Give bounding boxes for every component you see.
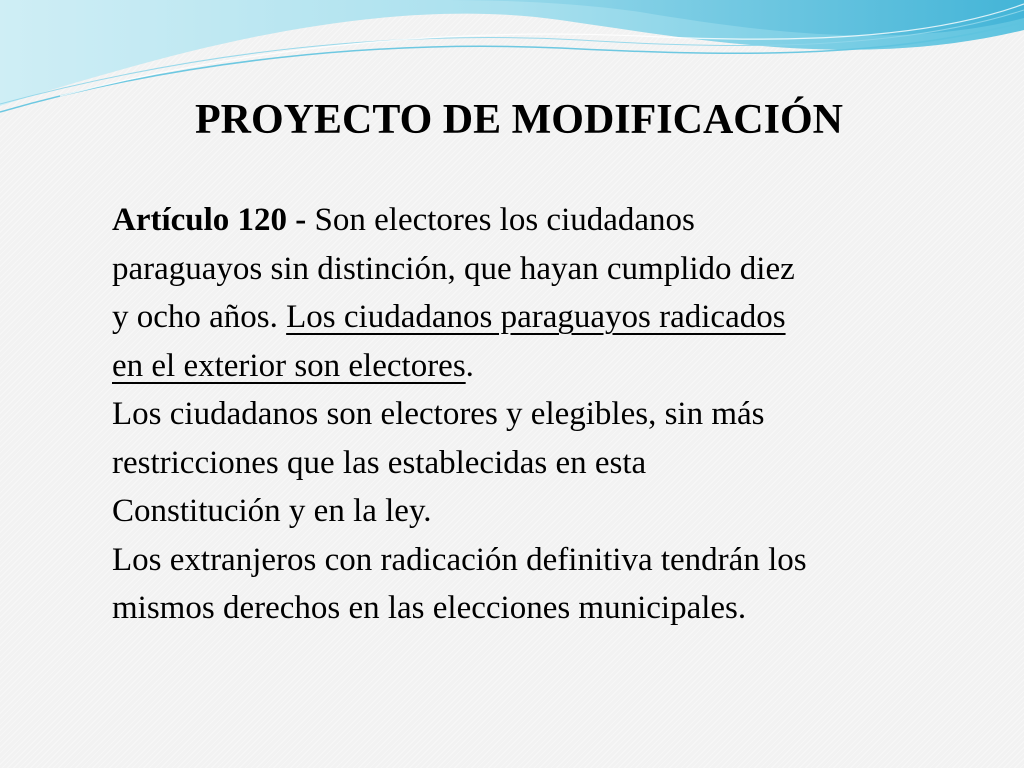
underlined-phrase-part-1: Los ciudadanos paraguayos radicados (286, 299, 786, 335)
body-line-5: Los ciudadanos son electores y elegibles, sin más (112, 396, 765, 432)
body-line-9: mismos derechos en las elecciones municipales. (112, 590, 747, 626)
article-label: Artículo 120 - (112, 202, 307, 238)
body-line-4-period: . (465, 347, 474, 384)
article-body (112, 196, 972, 633)
body-line-8: Los extranjeros con radicación definitiva tendrán los (112, 541, 807, 578)
body-line-1-text: Son electores los ciudadanos (306, 202, 695, 238)
slide-title: PROYECTO DE MODIFICACIÓN (195, 97, 843, 143)
body-line-1 (112, 196, 972, 245)
body-line-4 (112, 342, 972, 391)
body-line-7: Constitución y en la ley. (112, 493, 432, 529)
body-line-6: restricciones que las establecidas en esta (112, 444, 647, 481)
underlined-phrase-part-2: en el exterior son electores (112, 347, 466, 384)
body-line-2: paraguayos sin distinción, que hayan cumplido diez (112, 250, 795, 287)
body-line-3-text: y ocho años. (112, 299, 287, 335)
body-line-3 (112, 293, 972, 342)
